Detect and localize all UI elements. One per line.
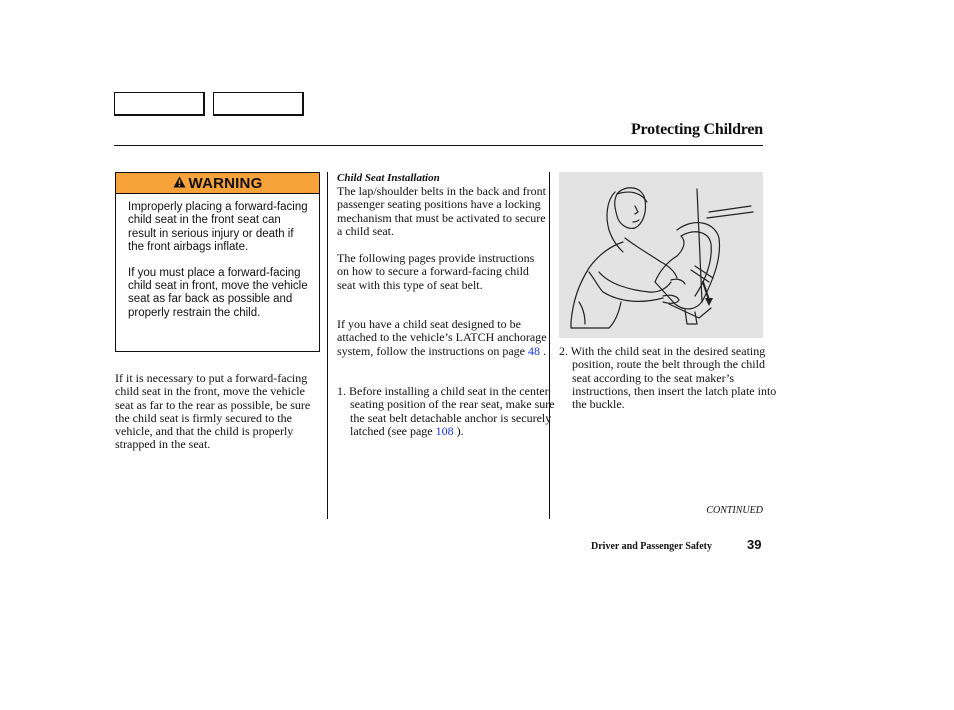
instruction-step-2: 2. With the child seat in the desired seating position, route the belt through the child seat according to the seat maker’s instructions, then insert the latch plate into the buckle. xyxy=(559,344,777,412)
warning-text: Improperly placing a forward-facing child seat in the front seat can result in serious injury or death if the front airbags inflate. xyxy=(128,201,308,254)
warning-label: WARNING xyxy=(188,174,263,192)
continued-label: CONTINUED xyxy=(706,505,763,516)
body-paragraph: The lap/shoulder belts in the back and front passenger seating positions have a locking mechanism that must be activated to secure a child seat. xyxy=(337,184,546,238)
column-divider xyxy=(327,172,328,519)
text-run: ). xyxy=(453,423,464,438)
text-run: 1. Before installing a child seat in the center seating position of the rear seat, make sure the seat belt detachable anchor is securely latched (see page xyxy=(337,384,555,438)
page-title: Protecting Children xyxy=(630,121,763,138)
text-run: . xyxy=(539,343,546,358)
warning-triangle-icon xyxy=(173,175,186,192)
child-seat-illustration xyxy=(559,172,763,338)
warning-text: If you must place a forward-facing child seat in front, move the vehicle seat as far back as possible and properly restrain the child. xyxy=(128,266,308,319)
column-divider xyxy=(549,172,550,519)
footer-section-title: Driver and Passenger Safety xyxy=(591,541,713,552)
page-number: 39 xyxy=(747,537,762,552)
nav-next-button[interactable] xyxy=(213,92,304,116)
page-48-link[interactable]: 48 xyxy=(527,343,540,358)
section-heading: Child Seat Installation xyxy=(337,172,440,184)
warning-header xyxy=(116,173,319,194)
instruction-step-1 xyxy=(337,385,555,438)
text-run: If you have a child seat designed to be attached to the vehicle’s LATCH anchorage system, follow the instructions on page xyxy=(337,317,547,358)
body-paragraph: The following pages provide instructions on how to secure a forward-facing child seat with this type of seat belt. xyxy=(337,251,535,292)
warning-box xyxy=(115,172,320,352)
page-108-link[interactable]: 108 xyxy=(435,423,454,438)
body-paragraph: If it is necessary to put a forward-facing child seat in the front, move the vehicle seat as far to the rear as possible, be sure the child seat is firmly secured to the vehicle, and that the child is properly strapped in the seat. xyxy=(115,371,311,452)
body-paragraph xyxy=(337,318,547,358)
title-divider xyxy=(114,145,763,146)
nav-prev-button[interactable] xyxy=(114,92,205,116)
